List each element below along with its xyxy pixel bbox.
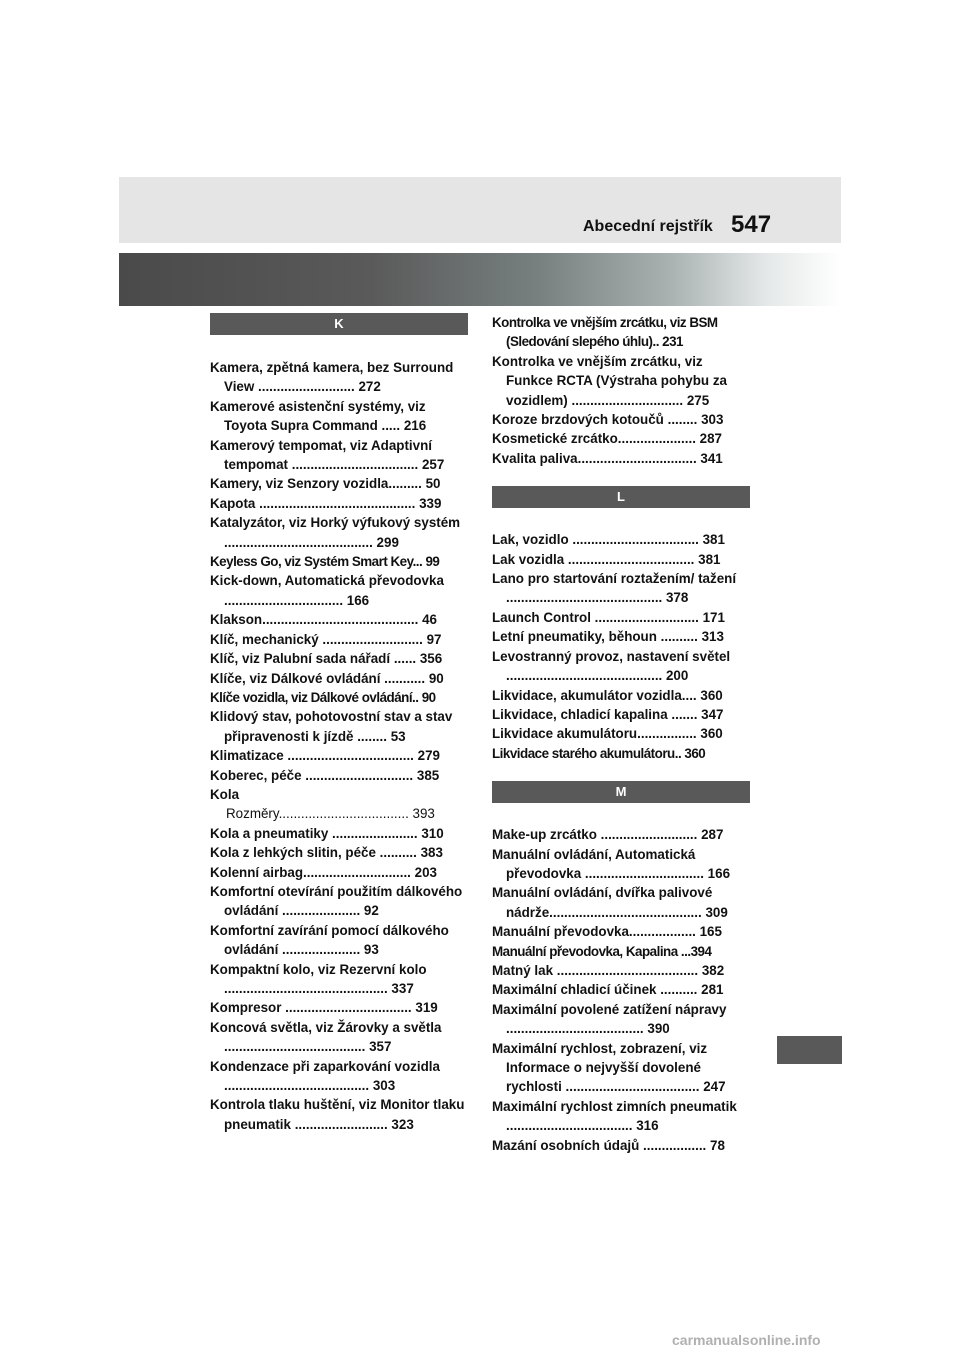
index-entry-page: 299	[376, 534, 399, 550]
index-entry-page: 216	[403, 418, 427, 434]
index-entry-leader: ................................	[224, 592, 347, 608]
index-entry-leader: ................................	[581, 865, 708, 881]
section-header-m: M	[492, 781, 750, 803]
index-entry-page: 357	[369, 1039, 392, 1055]
index-entry-text: Klimatizace	[210, 748, 284, 764]
index-entry	[492, 429, 750, 448]
index-entry-text: Komfortní zavírání pomocí dálkového ovládání	[210, 922, 449, 958]
index-entry-leader: .....................	[617, 431, 700, 447]
index-entry	[210, 436, 468, 475]
index-entries-l	[492, 530, 750, 763]
index-entry-leader: ..........................	[596, 827, 702, 843]
index-entry-leader: ........................................	[224, 534, 377, 550]
index-entry-text: Rozměry	[226, 806, 279, 822]
index-entry-page: 382	[701, 962, 725, 978]
index-entry-text: Mazání osobních údajů	[492, 1137, 640, 1153]
index-entry-text: Kosmetické zrcátko	[492, 431, 618, 447]
index-entry-leader: .....................................	[506, 1021, 648, 1037]
index-entry-page: 97	[426, 631, 442, 647]
index-entry-text: Kola a pneumatiky	[210, 825, 329, 841]
index-entry-text: Likvidace, akumulátor vozidla	[492, 687, 682, 703]
index-entry-text: Komfortní otevírání použitím dálkového ovládání	[210, 883, 463, 919]
index-entry	[210, 630, 468, 649]
index-entry	[492, 313, 750, 352]
index-entry-leader: ........	[663, 412, 702, 428]
index-entry-leader: .......................................	[224, 1078, 373, 1094]
index-entry-leader: ...	[412, 554, 426, 570]
index-entry	[210, 571, 468, 610]
index-entry-page: 360	[700, 687, 723, 703]
index-entry	[210, 843, 468, 862]
index-entry-leader: .....	[377, 418, 404, 434]
index-entry-text: Matný lak	[492, 962, 554, 978]
index-entry-leader: ..................................	[568, 532, 703, 548]
index-entry	[210, 1057, 468, 1096]
index-entry-leader: ....................................	[561, 1079, 704, 1095]
index-entry	[492, 686, 750, 705]
index-entry-page: 99	[425, 554, 440, 570]
index-entry-leader: ..........	[375, 845, 421, 861]
index-entry-text: Klíč, viz Palubní sada nářadí	[210, 651, 391, 667]
index-entry-leader: ....	[681, 687, 701, 703]
index-entry-page: 166	[707, 865, 731, 881]
index-entries-k	[210, 358, 468, 1134]
index-entry-page: 231	[662, 334, 683, 350]
index-entry-text: Kolenní airbag	[210, 864, 304, 880]
index-entry-page: 360	[684, 745, 706, 761]
index-entry	[492, 883, 750, 922]
index-entry-page: 360	[700, 726, 723, 742]
index-entry	[210, 1095, 468, 1134]
index-entry-leader: ..........................................	[262, 612, 423, 628]
index-entry	[492, 569, 750, 608]
index-entry-text: Maximální chladicí účinek	[492, 982, 657, 998]
index-entry-page: 171	[702, 609, 725, 625]
index-entry-page: 46	[422, 612, 437, 628]
index-entry-leader: .............................	[303, 864, 415, 880]
index-entry	[210, 766, 468, 785]
index-entry-page: 390	[647, 1021, 670, 1037]
index-entry-page: 356	[419, 651, 443, 667]
index-entry-page: 393	[412, 806, 435, 822]
index-entry-leader: ..........................	[254, 379, 359, 395]
index-entry-leader: ............................................	[224, 981, 392, 996]
index-entry-page: 303	[701, 412, 724, 428]
index-entry-text: Klíče vozidla, viz Dálkové ovládání	[210, 689, 413, 705]
index-entry-page: 93	[363, 942, 379, 958]
index-entry	[210, 921, 468, 960]
index-entry	[210, 707, 468, 746]
index-entry	[210, 474, 468, 493]
index-entry-page: 53	[390, 728, 406, 744]
index-entry	[492, 1000, 750, 1039]
index-entry-text: Likvidace akumulátoru	[492, 726, 638, 742]
index-entry-text: Levostranný provoz, nastavení světel	[492, 648, 731, 664]
index-entry-text: Kola	[210, 786, 240, 802]
index-entry-page: 203	[414, 864, 437, 880]
index-entry-text: Klakson	[210, 612, 263, 628]
index-entry	[210, 785, 468, 804]
index-entry-leader: ...........................	[318, 631, 427, 647]
index-entry-leader: ...................................	[278, 806, 413, 822]
index-entry-page: 383	[420, 845, 443, 861]
index-entry	[492, 961, 750, 980]
index-entry	[210, 746, 468, 765]
index-entry	[492, 942, 750, 961]
index-entry-page: 275	[686, 392, 710, 408]
index-entry-page: 339	[419, 495, 442, 511]
index-entry-page: 247	[703, 1079, 726, 1095]
index-entry	[492, 647, 750, 686]
index-entry-text: Likvidace, chladicí kapalina	[492, 706, 668, 722]
index-entry-text: Kvalita paliva	[492, 450, 578, 466]
index-entry-leader: ..................................	[564, 551, 699, 567]
index-entry	[210, 960, 468, 999]
index-entry	[210, 649, 468, 668]
index-entry-text: Kamery, viz Senzory vozidla	[210, 476, 389, 492]
index-entry	[492, 744, 750, 763]
index-entry-page: 50	[425, 476, 441, 492]
index-entry-leader: .............................	[301, 767, 417, 783]
index-entry-page: 200	[665, 668, 689, 684]
index-entry-text: Koroze brzdových kotoučů	[492, 412, 664, 428]
running-header-title: Abecední rejstřík	[583, 218, 713, 235]
index-entry-page: 385	[416, 767, 440, 783]
index-entry-page: 347	[701, 706, 724, 722]
index-entry-text: Koncová světla, viz Žárovky a světla	[210, 1019, 442, 1035]
index-entry-page: 272	[358, 379, 381, 395]
index-entry-leader: .........................................	[549, 904, 706, 920]
index-entry-text: Kompresor	[210, 1000, 282, 1016]
index-entry	[492, 825, 750, 844]
index-entry-leader: ......	[390, 651, 420, 667]
index-entry-leader: ................................	[577, 450, 701, 466]
index-entry-leader: ..	[412, 689, 422, 705]
index-entry	[210, 358, 468, 397]
index-entry-text: Likvidace starého akumulátoru	[492, 745, 675, 761]
index-entry-text: Make-up zrcátko	[492, 827, 597, 843]
index-entry	[492, 608, 750, 627]
index-entry-page: 337	[391, 981, 414, 996]
index-entry-leader: .....................	[278, 903, 364, 919]
section-header-k: K	[210, 313, 468, 335]
index-entry-leader: ........	[353, 728, 391, 744]
index-column-right	[492, 313, 750, 1155]
index-entry-text: Manuální ovládání, dvířka palivové nádrže	[492, 885, 713, 920]
index-entry-page: 90	[421, 689, 436, 705]
index-entry-leader: ..................................	[283, 748, 418, 764]
index-entry-text: Kamerové asistenční systémy, viz Toyota Supra Command	[210, 398, 426, 434]
index-entry-leader: .....................	[278, 942, 364, 958]
index-entry-text: Kamerový tempomat, viz Adaptivní tempomat	[210, 437, 432, 473]
index-entry-text: Lak vozidla	[492, 551, 565, 567]
index-entry-leader: ......................................	[224, 1039, 370, 1055]
index-entry	[492, 922, 750, 941]
index-entry-page: 90	[428, 670, 444, 686]
page-number: 547	[731, 211, 772, 238]
index-entry	[210, 669, 468, 688]
index-entry-text: Kamera, zpětná kamera, bez Surround View	[210, 360, 454, 395]
index-entry-leader: ..................	[628, 924, 700, 940]
index-entry	[492, 410, 750, 429]
index-entry-page: 381	[698, 551, 721, 567]
index-entry-text: Letní pneumatiky, běhoun	[492, 629, 657, 645]
index-entry-page: 165	[699, 924, 722, 940]
index-entry-leader: ..........................................	[506, 668, 666, 684]
index-entry-leader: ..........................................	[255, 495, 420, 511]
index-entry	[210, 494, 468, 513]
index-entry-text: Kompaktní kolo, viz Rezervní kolo	[210, 961, 427, 977]
index-entry-text: Klidový stav, pohotovostní stav a stav připravenosti k jízdě	[210, 709, 453, 744]
index-entry-leader: .........................	[290, 1116, 392, 1132]
section-header-l: L	[492, 486, 750, 508]
index-entry-text: Lak, vozidlo	[492, 532, 569, 548]
index-entry-text: Kick-down, Automatická převodovka	[210, 573, 444, 589]
index-entry-leader: .......................	[328, 825, 422, 841]
index-entry	[492, 550, 750, 569]
index-entry	[210, 824, 468, 843]
index-entry-page: 281	[701, 982, 724, 998]
index-entry	[492, 980, 750, 999]
index-entry-leader: ...	[677, 943, 691, 959]
index-entry-text: Lano pro startování roztažením/ tažení	[492, 571, 737, 587]
index-entry-leader: ..............................	[567, 392, 687, 408]
index-entry-leader: ..........	[656, 629, 702, 645]
index-entry-text: Klíče, viz Dálkové ovládání	[210, 670, 381, 686]
index-entry	[210, 804, 468, 823]
index-entry-page: 319	[415, 1000, 438, 1016]
index-entry-leader: ..................................	[288, 457, 422, 473]
index-entry	[492, 352, 750, 410]
index-entry-leader: .........	[388, 476, 426, 492]
index-entry	[210, 513, 468, 552]
index-entries-k-continued	[492, 313, 750, 468]
index-entry	[210, 863, 468, 882]
index-entry-page: 257	[421, 457, 445, 473]
index-entry-text: Manuální převodovka	[492, 924, 629, 940]
index-entry-page: 316	[636, 1118, 659, 1134]
footer-watermark: carmanualsonline.info	[672, 1332, 821, 1348]
index-entry	[210, 397, 468, 436]
index-entry	[492, 627, 750, 646]
index-entry-text: Kapota	[210, 495, 256, 511]
index-entry	[210, 1018, 468, 1057]
index-entry-page: 381	[702, 532, 725, 548]
chapter-thumb-tab	[777, 1036, 842, 1064]
index-entry-text: Katalyzátor, viz Horký výfukový systém	[210, 515, 461, 531]
index-entry	[210, 882, 468, 921]
index-entry-page: 279	[417, 748, 440, 764]
index-entry-page: 303	[372, 1078, 396, 1094]
index-entry	[210, 688, 468, 707]
index-entry-page: 310	[421, 825, 444, 841]
index-entry-leader: ..........	[656, 982, 702, 998]
index-entry-page: 394	[690, 943, 712, 959]
index-entry-text: Launch Control	[492, 609, 591, 625]
index-entries-m	[492, 825, 750, 1155]
index-entry-leader: ................	[637, 726, 701, 742]
index-entry	[492, 724, 750, 743]
index-entry-leader: .................	[639, 1137, 710, 1153]
index-entry-text: Klíč, mechanický	[210, 631, 319, 647]
index-entry-text: Maximální rychlost, zobrazení, viz Informace o nejvyšší dovolené rychlosti	[492, 1040, 708, 1095]
index-entry-text: Manuální převodovka, Kapalina	[492, 943, 678, 959]
index-entry-page: 378	[665, 590, 689, 606]
index-entry-leader: .......	[667, 706, 702, 722]
decorative-gradient-band	[119, 253, 841, 306]
index-entry-text: Kondenzace při zaparkování vozidla	[210, 1058, 440, 1074]
index-entry-leader: ..	[652, 334, 663, 350]
index-entry-text: Koberec, péče	[210, 767, 302, 783]
index-entry-text: Kontrola tlaku huštění, viz Monitor tlaku pneumatik	[210, 1097, 465, 1132]
index-entry	[210, 998, 468, 1017]
index-entry	[210, 610, 468, 629]
index-entry	[492, 530, 750, 549]
index-entry-text: Kola z lehkých slitin, péče	[210, 845, 376, 861]
index-entry-text: Kontrolka ve vnějším zrcátku, viz Funkce RCTA (Výstraha pohybu za vozidlem)	[492, 353, 727, 408]
index-entry-text: Keyless Go, viz Systém Smart Key	[210, 554, 413, 570]
index-entry	[492, 449, 750, 468]
index-entry	[492, 1039, 750, 1097]
index-entry-page: 309	[705, 904, 728, 920]
index-entry-text: Kontrolka ve vnějším zrcátku, viz BSM (Sledování slepého úhlu)	[492, 315, 718, 350]
index-entry	[492, 845, 750, 884]
index-entry	[492, 1136, 750, 1155]
index-entry-page: 92	[363, 903, 379, 919]
index-entry	[210, 552, 468, 571]
index-entry-page: 313	[701, 629, 724, 645]
index-entry-text: Maximální rychlost zimních pneumatik	[492, 1098, 737, 1114]
index-entry-page: 78	[710, 1137, 725, 1153]
index-entry-leader: ..................................	[281, 1000, 416, 1016]
index-entry-leader: ..................................	[506, 1118, 637, 1134]
index-entry-leader: ..........................................	[506, 590, 666, 606]
index-entry-page: 287	[701, 827, 724, 843]
index-entry	[492, 705, 750, 724]
index-entry	[492, 1097, 750, 1136]
index-entry-text: Manuální ovládání, Automatická převodovka	[492, 846, 696, 881]
index-entry-leader: ............................	[590, 609, 703, 625]
index-entry-leader: ..	[674, 745, 685, 761]
index-entry-page: 166	[346, 592, 370, 608]
index-entry-page: 287	[699, 431, 722, 447]
index-entry-leader: ......................................	[553, 962, 702, 978]
index-column-left	[210, 313, 468, 1134]
index-entry-page: 341	[700, 450, 723, 466]
index-entry-page: 323	[391, 1116, 414, 1132]
index-entry-leader: ...........	[380, 670, 429, 686]
index-entry-text: Maximální povolené zatížení nápravy	[492, 1001, 727, 1017]
